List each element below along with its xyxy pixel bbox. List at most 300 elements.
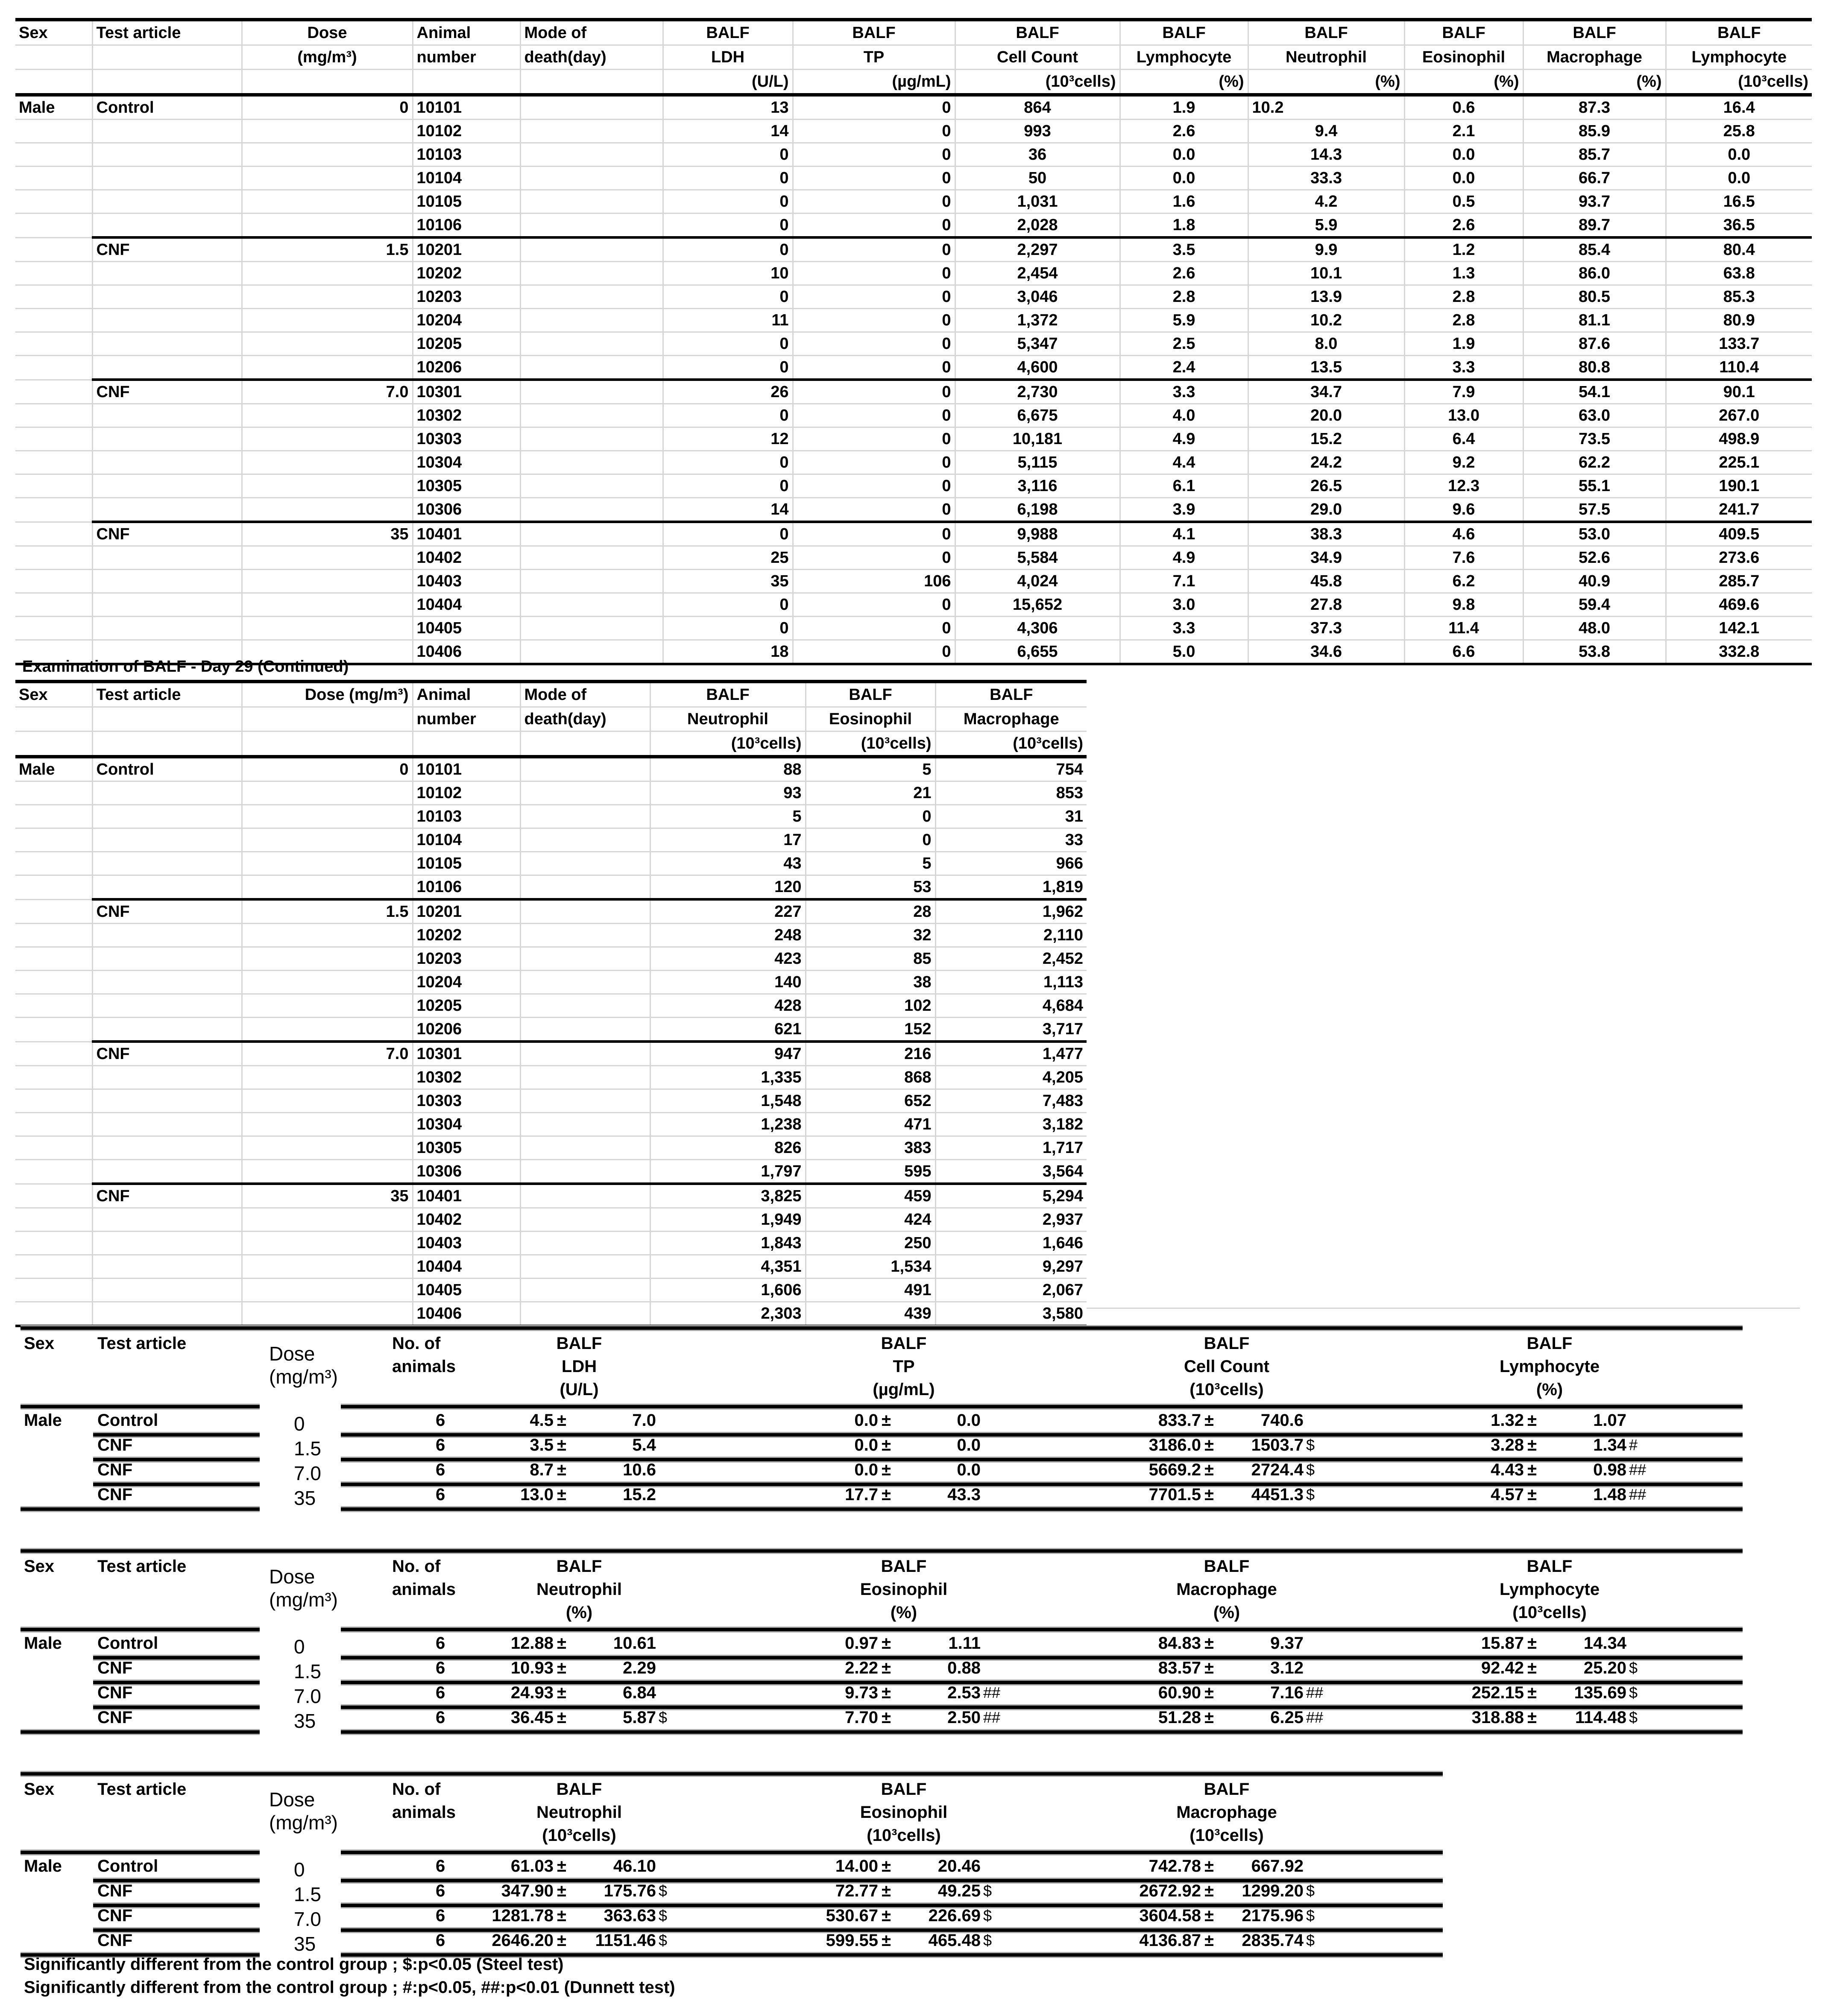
table-cell: 0 bbox=[793, 285, 955, 309]
table-cell: 10202 bbox=[413, 262, 520, 285]
table-cell bbox=[92, 1066, 242, 1089]
table-cell: 6.4 bbox=[1404, 427, 1523, 451]
table-row bbox=[15, 546, 1812, 570]
table-cell: 2,454 bbox=[955, 262, 1120, 285]
table-cell bbox=[520, 474, 663, 498]
table-cell: 2.5 bbox=[1120, 332, 1248, 356]
group-dose: 1.5 bbox=[294, 1660, 321, 1682]
plus-minus: ± bbox=[882, 1683, 891, 1702]
table-cell bbox=[520, 1302, 650, 1326]
table-cell bbox=[15, 1136, 92, 1160]
table-cell bbox=[242, 593, 413, 617]
column-header: (U/L) bbox=[663, 70, 793, 95]
table-cell: Male bbox=[15, 95, 92, 120]
table-cell bbox=[15, 1255, 92, 1279]
mean-value: 51.28 bbox=[1158, 1708, 1201, 1727]
continued-table-title: Examination of BALF - Day 29 (Continued) bbox=[22, 658, 349, 676]
table-cell: 2,297 bbox=[955, 237, 1120, 262]
table-cell bbox=[520, 1042, 650, 1066]
table-cell: 10204 bbox=[413, 309, 520, 332]
table-cell bbox=[242, 828, 413, 852]
mean-value: 92.42 bbox=[1481, 1659, 1524, 1677]
table-cell: 36.5 bbox=[1666, 214, 1812, 238]
table-cell bbox=[520, 593, 663, 617]
table-cell bbox=[242, 1208, 413, 1232]
table-cell: 754 bbox=[935, 757, 1087, 781]
table-cell: 10106 bbox=[413, 875, 520, 900]
table-cell bbox=[242, 924, 413, 947]
table-row bbox=[15, 805, 1087, 828]
sd-value: 2724.4 bbox=[1251, 1460, 1304, 1479]
column-header: LDH bbox=[663, 45, 793, 70]
table-cell: 0 bbox=[663, 451, 793, 474]
table-cell: 10403 bbox=[413, 570, 520, 593]
group-animal-count: 6 bbox=[436, 1485, 445, 1504]
table-cell: 1.9 bbox=[1404, 332, 1523, 356]
header-dose: Dose bbox=[269, 1788, 315, 1811]
table-cell: 1,238 bbox=[650, 1113, 806, 1136]
table-cell bbox=[520, 875, 650, 900]
table-cell: 10405 bbox=[413, 1279, 520, 1302]
table-cell: 10205 bbox=[413, 332, 520, 356]
column-header: Lymphocyte bbox=[1499, 1580, 1600, 1599]
table-cell: 35 bbox=[663, 570, 793, 593]
table-cell bbox=[520, 1018, 650, 1042]
table-cell bbox=[15, 380, 92, 404]
table-cell: 2,452 bbox=[935, 947, 1087, 971]
table-cell: 10304 bbox=[413, 451, 520, 474]
significance-mark: $ bbox=[1629, 1659, 1638, 1677]
table-cell: 10303 bbox=[413, 1089, 520, 1113]
table-cell: 10303 bbox=[413, 427, 520, 451]
mean-value: 3.28 bbox=[1491, 1436, 1524, 1454]
plus-minus: ± bbox=[557, 1906, 566, 1925]
table-cell: 3.9 bbox=[1120, 498, 1248, 522]
table-cell: 33 bbox=[935, 828, 1087, 852]
group-animal-count: 6 bbox=[436, 1881, 445, 1900]
column-header bbox=[92, 45, 242, 70]
table-row bbox=[15, 1136, 1087, 1160]
table-cell: 85.3 bbox=[1666, 285, 1812, 309]
column-header: Lymphocyte bbox=[1120, 45, 1248, 70]
table-cell bbox=[520, 899, 650, 924]
column-header: (%) bbox=[1523, 70, 1666, 95]
table-cell: 423 bbox=[650, 947, 806, 971]
table-cell bbox=[92, 617, 242, 640]
table-cell bbox=[15, 1160, 92, 1184]
column-header: Macrophage bbox=[1176, 1580, 1277, 1599]
table-cell: 7,483 bbox=[935, 1089, 1087, 1113]
table-cell bbox=[15, 522, 92, 546]
table-cell bbox=[520, 404, 663, 427]
footnote-steel: Significantly different from the control group ; $:p<0.05 (Steel test) bbox=[24, 1955, 564, 1974]
table-cell: 4.4 bbox=[1120, 451, 1248, 474]
table-cell: 0 bbox=[663, 522, 793, 546]
table-cell: 57.5 bbox=[1523, 498, 1666, 522]
table-cell: 7.6 bbox=[1404, 546, 1523, 570]
table-cell: 3.3 bbox=[1120, 617, 1248, 640]
sd-value: 1.34 bbox=[1593, 1436, 1626, 1454]
column-header bbox=[15, 70, 92, 95]
table-cell: 10203 bbox=[413, 285, 520, 309]
column-header: Neutrophil bbox=[536, 1803, 622, 1822]
table-cell: 33.3 bbox=[1248, 167, 1404, 190]
table-cell: 10401 bbox=[413, 1184, 520, 1208]
sd-value: 10.6 bbox=[623, 1460, 656, 1479]
column-header: BALF bbox=[955, 20, 1120, 45]
table-cell: 2,028 bbox=[955, 214, 1120, 238]
table-cell: 4,024 bbox=[955, 570, 1120, 593]
column-header: BALF bbox=[1666, 20, 1812, 45]
group-animal-count: 6 bbox=[436, 1659, 445, 1677]
mean-value: 0.97 bbox=[845, 1634, 878, 1653]
header-test-article: Test article bbox=[97, 1557, 187, 1576]
summary-table-2 bbox=[21, 1550, 1743, 1732]
table-cell: 10.2 bbox=[1248, 309, 1404, 332]
table-cell bbox=[520, 237, 663, 262]
table-cell: 10201 bbox=[413, 237, 520, 262]
table-cell: 10404 bbox=[413, 1255, 520, 1279]
mean-value: 61.03 bbox=[510, 1857, 554, 1876]
sd-value: 20.46 bbox=[938, 1857, 981, 1876]
table-cell bbox=[242, 1113, 413, 1136]
table-cell bbox=[520, 546, 663, 570]
column-header: (%) bbox=[565, 1603, 593, 1622]
table-cell bbox=[520, 1184, 650, 1208]
table-cell: 140 bbox=[650, 971, 806, 994]
raw-data-table-2 bbox=[15, 680, 1087, 1327]
table-cell: CNF bbox=[92, 1042, 242, 1066]
table-cell bbox=[520, 924, 650, 947]
table-cell bbox=[92, 309, 242, 332]
mean-value: 347.90 bbox=[501, 1881, 554, 1900]
table-cell bbox=[520, 498, 663, 522]
table-cell: 32 bbox=[806, 924, 935, 947]
plus-minus: ± bbox=[557, 1931, 566, 1950]
column-header: Eosinophil bbox=[806, 707, 935, 731]
group-test-article: Control bbox=[97, 1411, 158, 1430]
table-cell: 5.9 bbox=[1120, 309, 1248, 332]
table-cell: 10102 bbox=[413, 120, 520, 143]
table-cell: 1,335 bbox=[650, 1066, 806, 1089]
table-cell bbox=[15, 332, 92, 356]
continued-table-right-rule bbox=[1087, 1308, 1800, 1309]
plus-minus: ± bbox=[1527, 1411, 1537, 1430]
table-cell: 0 bbox=[663, 285, 793, 309]
table-cell: 10405 bbox=[413, 617, 520, 640]
table-cell: 267.0 bbox=[1666, 404, 1812, 427]
table-cell bbox=[15, 1042, 92, 1066]
table-cell: 0.0 bbox=[1404, 167, 1523, 190]
group-animal-count: 6 bbox=[436, 1906, 445, 1925]
header-animals-2: animals bbox=[392, 1803, 456, 1822]
group-sex: Male bbox=[24, 1857, 62, 1876]
table-cell: 5 bbox=[806, 757, 935, 781]
plus-minus: ± bbox=[557, 1881, 566, 1900]
table-cell: 1.5 bbox=[242, 237, 413, 262]
group-dose: 1.5 bbox=[294, 1883, 321, 1905]
table-rule bbox=[341, 1628, 1743, 1631]
table-cell: 190.1 bbox=[1666, 474, 1812, 498]
table-cell: 10304 bbox=[413, 1113, 520, 1136]
column-header: BALF bbox=[881, 1334, 927, 1353]
header-sex: Sex bbox=[24, 1780, 55, 1799]
table-row bbox=[15, 1089, 1087, 1113]
plus-minus: ± bbox=[1527, 1485, 1537, 1504]
significance-mark: $ bbox=[659, 1709, 668, 1726]
table-cell: 6.1 bbox=[1120, 474, 1248, 498]
plus-minus: ± bbox=[882, 1931, 891, 1950]
table-row bbox=[15, 143, 1812, 167]
table-cell bbox=[15, 404, 92, 427]
table-cell: 9,988 bbox=[955, 522, 1120, 546]
table-cell: 285.7 bbox=[1666, 570, 1812, 593]
table-cell bbox=[520, 214, 663, 238]
group-animal-count: 6 bbox=[436, 1436, 445, 1454]
table-cell bbox=[520, 947, 650, 971]
table-cell: 15.2 bbox=[1248, 427, 1404, 451]
mean-value: 36.45 bbox=[510, 1708, 554, 1727]
table-cell: 87.6 bbox=[1523, 332, 1666, 356]
sd-value: 7.0 bbox=[632, 1411, 656, 1430]
mean-value: 8.7 bbox=[530, 1460, 554, 1479]
table-cell bbox=[242, 1232, 413, 1255]
table-cell: 54.1 bbox=[1523, 380, 1666, 404]
table-cell: 10204 bbox=[413, 971, 520, 994]
table-cell: 4,600 bbox=[955, 356, 1120, 380]
table-cell: 2.6 bbox=[1120, 120, 1248, 143]
table-cell bbox=[92, 262, 242, 285]
table-cell bbox=[92, 332, 242, 356]
table-cell: 2,730 bbox=[955, 380, 1120, 404]
column-header bbox=[520, 70, 663, 95]
plus-minus: ± bbox=[1527, 1708, 1537, 1727]
mean-value: 2.22 bbox=[845, 1659, 878, 1677]
table-cell: 9.2 bbox=[1404, 451, 1523, 474]
sd-value: 2175.96 bbox=[1242, 1906, 1304, 1925]
table-rule bbox=[341, 1851, 1443, 1854]
column-header: Eosinophil bbox=[1404, 45, 1523, 70]
table-row bbox=[15, 1302, 1087, 1326]
table-cell bbox=[520, 190, 663, 214]
table-cell: 10103 bbox=[413, 143, 520, 167]
mean-value: 530.67 bbox=[826, 1906, 878, 1925]
summary-table-3 bbox=[21, 1773, 1443, 1955]
column-header: (10³cells) bbox=[955, 70, 1120, 95]
table-cell: 12.3 bbox=[1404, 474, 1523, 498]
column-header: Test article bbox=[92, 682, 242, 707]
group-dose: 0 bbox=[294, 1413, 305, 1435]
column-header: BALF bbox=[1404, 20, 1523, 45]
table-cell: 10.1 bbox=[1248, 262, 1404, 285]
table-row bbox=[15, 451, 1812, 474]
sd-value: 2.53 bbox=[947, 1683, 981, 1702]
table-cell: 5.0 bbox=[1120, 640, 1248, 664]
table-cell: 20.0 bbox=[1248, 404, 1404, 427]
footnote-dunnett: Significantly different from the control group ; #:p<0.05, ##:p<0.01 (Dunnett test) bbox=[24, 1978, 675, 1997]
table-cell: 3,564 bbox=[935, 1160, 1087, 1184]
table-cell: 10105 bbox=[413, 190, 520, 214]
plus-minus: ± bbox=[557, 1485, 566, 1504]
plus-minus: ± bbox=[557, 1460, 566, 1479]
sd-value: 15.2 bbox=[623, 1485, 656, 1504]
table-cell bbox=[92, 994, 242, 1018]
significance-mark: $ bbox=[1629, 1709, 1638, 1726]
table-cell: 0.6 bbox=[1404, 95, 1523, 120]
significance-mark: $ bbox=[1306, 1882, 1315, 1899]
column-header: Test article bbox=[92, 20, 242, 45]
group-test-article: CNF bbox=[97, 1708, 133, 1727]
table-cell bbox=[92, 1208, 242, 1232]
table-cell: 93 bbox=[650, 781, 806, 805]
table-cell: 1.2 bbox=[1404, 237, 1523, 262]
table-cell: 3.0 bbox=[1120, 593, 1248, 617]
table-cell bbox=[242, 262, 413, 285]
table-cell bbox=[15, 947, 92, 971]
mean-value: 4.43 bbox=[1491, 1460, 1524, 1479]
table-cell: 45.8 bbox=[1248, 570, 1404, 593]
mean-value: 17.7 bbox=[845, 1485, 878, 1504]
table-cell: 1.8 bbox=[1120, 214, 1248, 238]
table-cell: 50 bbox=[955, 167, 1120, 190]
column-header bbox=[15, 45, 92, 70]
table-cell: 4.2 bbox=[1248, 190, 1404, 214]
table-cell: 9.9 bbox=[1248, 237, 1404, 262]
table-cell: 102 bbox=[806, 994, 935, 1018]
table-cell bbox=[92, 498, 242, 522]
header-dose-unit: (mg/m³) bbox=[269, 1811, 338, 1834]
table-cell: 40.9 bbox=[1523, 570, 1666, 593]
table-cell: 4,205 bbox=[935, 1066, 1087, 1089]
table-cell: 62.2 bbox=[1523, 451, 1666, 474]
table-cell: 8.0 bbox=[1248, 332, 1404, 356]
column-header: (%) bbox=[1536, 1380, 1563, 1399]
sd-value: 7.16 bbox=[1270, 1683, 1304, 1702]
table-cell: 1,797 bbox=[650, 1160, 806, 1184]
table-cell: 31 bbox=[935, 805, 1087, 828]
table-cell: 10401 bbox=[413, 522, 520, 546]
table-cell: 0 bbox=[793, 617, 955, 640]
group-test-article: CNF bbox=[97, 1683, 133, 1702]
table-cell: 35 bbox=[242, 522, 413, 546]
group-test-article: CNF bbox=[97, 1460, 133, 1479]
table-cell bbox=[15, 214, 92, 238]
column-header: (%) bbox=[1404, 70, 1523, 95]
table-row bbox=[15, 237, 1812, 262]
table-cell: CNF bbox=[92, 380, 242, 404]
group-dose: 7.0 bbox=[294, 1685, 321, 1707]
header-row bbox=[15, 682, 1087, 707]
table-cell: 471 bbox=[806, 1113, 935, 1136]
table-cell: 0.5 bbox=[1404, 190, 1523, 214]
column-header: BALF bbox=[935, 682, 1087, 707]
table-cell: 10301 bbox=[413, 1042, 520, 1066]
table-cell: 6,675 bbox=[955, 404, 1120, 427]
table-cell: 85.4 bbox=[1523, 237, 1666, 262]
table-cell: 424 bbox=[806, 1208, 935, 1232]
table-cell bbox=[242, 546, 413, 570]
table-cell: 1,717 bbox=[935, 1136, 1087, 1160]
table-cell bbox=[15, 1066, 92, 1089]
column-header: Lymphocyte bbox=[1666, 45, 1812, 70]
sd-value: 0.0 bbox=[957, 1411, 981, 1430]
table-cell: 10302 bbox=[413, 404, 520, 427]
table-cell: 853 bbox=[935, 781, 1087, 805]
sd-value: 6.84 bbox=[623, 1683, 656, 1702]
table-cell bbox=[15, 617, 92, 640]
table-cell bbox=[92, 190, 242, 214]
header-animals-2: animals bbox=[392, 1580, 456, 1599]
table-cell: 11.4 bbox=[1404, 617, 1523, 640]
table-cell bbox=[242, 875, 413, 900]
table-cell bbox=[242, 1018, 413, 1042]
table-cell: 35 bbox=[242, 1184, 413, 1208]
table-cell bbox=[92, 947, 242, 971]
group-dose: 35 bbox=[294, 1487, 316, 1509]
table-cell bbox=[520, 332, 663, 356]
table-row bbox=[15, 427, 1812, 451]
table-cell: 10.2 bbox=[1248, 95, 1404, 120]
table-row bbox=[15, 971, 1087, 994]
table-cell bbox=[520, 852, 650, 875]
table-cell bbox=[15, 781, 92, 805]
table-cell: 10206 bbox=[413, 1018, 520, 1042]
table-cell bbox=[520, 617, 663, 640]
table-cell bbox=[92, 805, 242, 828]
table-cell: 120 bbox=[650, 875, 806, 900]
table-cell bbox=[520, 570, 663, 593]
sd-value: 4451.3 bbox=[1251, 1485, 1304, 1504]
group-test-article: CNF bbox=[97, 1659, 133, 1677]
table-cell: 25 bbox=[663, 546, 793, 570]
table-cell: 6,655 bbox=[955, 640, 1120, 664]
significance-mark: $ bbox=[1306, 1436, 1315, 1454]
mean-value: 0.0 bbox=[854, 1460, 878, 1479]
significance-mark: $ bbox=[659, 1882, 668, 1899]
table-rule bbox=[21, 1851, 260, 1854]
table-cell: 383 bbox=[806, 1136, 935, 1160]
table-cell: 2.1 bbox=[1404, 120, 1523, 143]
table-row bbox=[15, 593, 1812, 617]
column-header: (10³cells) bbox=[1666, 70, 1812, 95]
column-header: Neutrophil bbox=[1248, 45, 1404, 70]
table-cell: 10203 bbox=[413, 947, 520, 971]
table-cell: CNF bbox=[92, 522, 242, 546]
significance-mark: ## bbox=[1629, 1486, 1647, 1503]
table-cell bbox=[92, 1018, 242, 1042]
table-cell: 13.0 bbox=[1404, 404, 1523, 427]
table-cell: 0.0 bbox=[1404, 143, 1523, 167]
column-header: Macrophage bbox=[1523, 45, 1666, 70]
table-cell: 13.9 bbox=[1248, 285, 1404, 309]
sd-value: 9.37 bbox=[1270, 1634, 1304, 1653]
table-cell bbox=[92, 546, 242, 570]
table-cell: 4,351 bbox=[650, 1255, 806, 1279]
table-row bbox=[15, 404, 1812, 427]
column-header: (µg/mL) bbox=[873, 1380, 935, 1399]
plus-minus: ± bbox=[882, 1460, 891, 1479]
table-cell: 0 bbox=[793, 120, 955, 143]
table-cell: 38.3 bbox=[1248, 522, 1404, 546]
table-cell: 36 bbox=[955, 143, 1120, 167]
sd-value: 46.10 bbox=[613, 1857, 656, 1876]
table-cell: 1,113 bbox=[935, 971, 1087, 994]
table-cell: 0 bbox=[663, 190, 793, 214]
significance-mark: $ bbox=[1306, 1907, 1315, 1924]
table-cell: 0.0 bbox=[1666, 143, 1812, 167]
column-header bbox=[15, 707, 92, 731]
table-cell bbox=[92, 404, 242, 427]
